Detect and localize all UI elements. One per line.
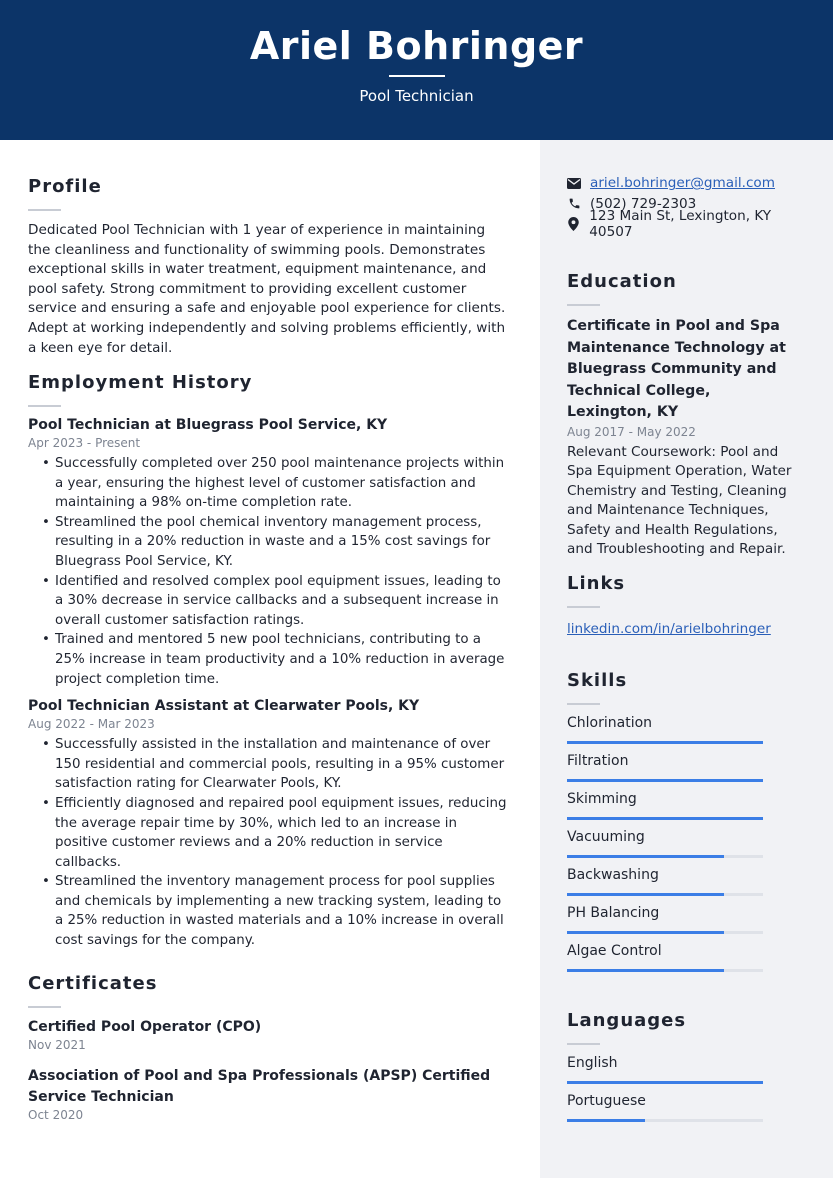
section-divider <box>567 606 600 608</box>
skill-level-track <box>567 931 763 934</box>
job-bullets <box>28 735 508 951</box>
skills-heading: Skills <box>567 670 628 691</box>
education-heading: Education <box>567 271 677 292</box>
contact-address <box>567 208 807 241</box>
skill-level-fill <box>567 969 724 972</box>
skill-item <box>567 715 807 753</box>
job-title: Pool Technician Assistant at Clearwater Pools, KY <box>28 698 420 715</box>
languages-heading: Languages <box>567 1010 687 1031</box>
skill-level-track <box>567 969 763 972</box>
header-divider <box>389 75 445 77</box>
job-bullets <box>28 454 508 689</box>
candidate-name: Ariel Bohringer <box>249 24 584 68</box>
skill-level-fill <box>567 893 724 896</box>
contact-email <box>567 173 807 194</box>
language-item <box>567 1093 807 1131</box>
language-level-track <box>567 1081 763 1084</box>
languages-list <box>567 1055 807 1131</box>
skill-item <box>567 829 807 867</box>
skill-item <box>567 943 807 981</box>
education-coursework: Relevant Coursework: Pool and Spa Equipment Operation, Water Chemistry and Testing, Cleaning and Maintenance Techniques, Safety and Health Regulations, and Troubleshooting and Repair. <box>567 443 792 558</box>
skill-level-fill <box>567 817 763 820</box>
linkedin-link[interactable]: linkedin.com/in/arielbohringer <box>567 621 771 637</box>
skill-name: Chlorination <box>567 715 653 731</box>
languages-section <box>567 1010 807 1131</box>
skill-item <box>567 791 807 829</box>
employment-heading: Employment History <box>28 372 253 393</box>
skill-name: Skimming <box>567 791 637 807</box>
job-title: Pool Technician at Bluegrass Pool Service, KY <box>28 417 388 433</box>
map-pin-icon <box>567 217 580 231</box>
certificates-heading: Certificates <box>28 973 158 994</box>
skill-name: Filtration <box>567 753 629 769</box>
certificates-section <box>28 973 508 1122</box>
job-bullet: • Successfully completed over 250 pool maintenance projects within a year, ensuring the highest level of customer satisfaction and maintaining a 98% on-time completion rate. <box>28 454 508 513</box>
skill-level-fill <box>567 779 763 782</box>
section-divider <box>28 1006 61 1008</box>
section-divider <box>28 405 61 407</box>
skill-level-track <box>567 855 763 858</box>
language-level-track <box>567 1119 763 1122</box>
language-item <box>567 1055 807 1093</box>
phone-icon <box>567 197 581 211</box>
education-section <box>567 271 807 560</box>
skill-level-fill <box>567 855 724 858</box>
job-bullet: • Successfully assisted in the installation and maintenance of over 150 residential and commercial pools, resulting in a 95% customer satisfaction rating for Clearwater Pools, KY. <box>28 735 508 794</box>
skill-name: PH Balancing <box>567 905 660 921</box>
job-entry <box>28 698 508 951</box>
job-date: Aug 2022 - Mar 2023 <box>28 717 155 732</box>
skill-level-fill <box>567 741 763 744</box>
skill-name: Algae Control <box>567 943 662 959</box>
section-divider <box>567 304 600 306</box>
job-entry <box>28 417 508 689</box>
skill-level-track <box>567 741 763 744</box>
section-divider <box>567 703 600 705</box>
job-bullet: • Streamlined the pool chemical inventory management process, resulting in a 20% reduction in waste and a 15% cost savings for Bluegrass Pool Service, KY. <box>28 513 508 572</box>
header <box>0 0 833 140</box>
contact-section <box>567 173 807 241</box>
certificate-entry <box>28 1066 508 1122</box>
skills-section <box>567 670 807 981</box>
skill-level-track <box>567 779 763 782</box>
section-divider <box>28 209 61 211</box>
education-degree: Certificate in Pool and Spa Maintenance Technology at Bluegrass Community and Technical College, Lexington, KY <box>567 318 786 420</box>
job-bullet: • Streamlined the inventory management process for pool supplies and chemicals by implementing a new tracking system, leading to a 25% reduction in wasted materials and a 10% increase in overall cost savings for the company. <box>28 872 508 950</box>
language-name: Portuguese <box>567 1093 646 1109</box>
section-divider <box>567 1043 600 1045</box>
phone-number: (502) 729-2303 <box>590 195 697 212</box>
candidate-title: Pool Technician <box>359 87 474 105</box>
links-heading: Links <box>567 573 626 594</box>
skill-item <box>567 905 807 943</box>
profile-section <box>28 176 508 358</box>
certificate-date: Nov 2021 <box>28 1038 86 1052</box>
job-bullet: • Identified and resolved complex pool equipment issues, leading to a 30% decrease in service callbacks and a subsequent increase in overall customer satisfaction ratings. <box>28 572 508 631</box>
skill-level-track <box>567 893 763 896</box>
language-level-fill <box>567 1081 763 1084</box>
certificate-date: Oct 2020 <box>28 1108 84 1122</box>
certificate-name: Certified Pool Operator (CPO) <box>28 1019 262 1035</box>
job-date: Apr 2023 - Present <box>28 436 141 450</box>
certificate-name: Association of Pool and Spa Professionals (APSP) Certified Service Technician <box>28 1068 491 1105</box>
education-date: Aug 2017 - May 2022 <box>567 424 696 439</box>
job-bullet: • Trained and mentored 5 new pool technicians, contributing to a 25% increase in team productivity and a 10% reduction in average project completion time. <box>28 630 508 689</box>
skill-name: Vacuuming <box>567 829 645 845</box>
envelope-icon <box>567 176 581 190</box>
skill-item <box>567 867 807 905</box>
profile-text: Dedicated Pool Technician with 1 year of experience in maintaining the cleanliness and functionality of swimming pools. Demonstrates exceptional skills in water treatment, equipment maintenance, and pool safety. Strong commitment to providing excellent customer service and ensuring a safe and enjoyable pool experience for clients. Adept at working independently and solving problems efficiently, with a keen eye for detail. <box>28 222 506 356</box>
email-link[interactable]: ariel.bohringer@gmail.com <box>590 175 775 192</box>
skill-level-track <box>567 817 763 820</box>
certificate-entry <box>28 1019 508 1052</box>
job-bullet: • Efficiently diagnosed and repaired pool equipment issues, reducing the average repair time by 30%, which led to an increase in positive customer reviews and a 20% reduction in service callbacks. <box>28 794 508 872</box>
skill-name: Backwashing <box>567 867 659 883</box>
skill-level-fill <box>567 931 724 934</box>
links-section <box>567 573 807 637</box>
language-level-fill <box>567 1119 645 1122</box>
address: 123 Main St, Lexington, KY 40507 <box>589 208 772 241</box>
employment-section <box>28 372 508 951</box>
language-name: English <box>567 1055 618 1071</box>
skill-item <box>567 753 807 791</box>
profile-heading: Profile <box>28 176 102 197</box>
skills-list <box>567 715 807 981</box>
